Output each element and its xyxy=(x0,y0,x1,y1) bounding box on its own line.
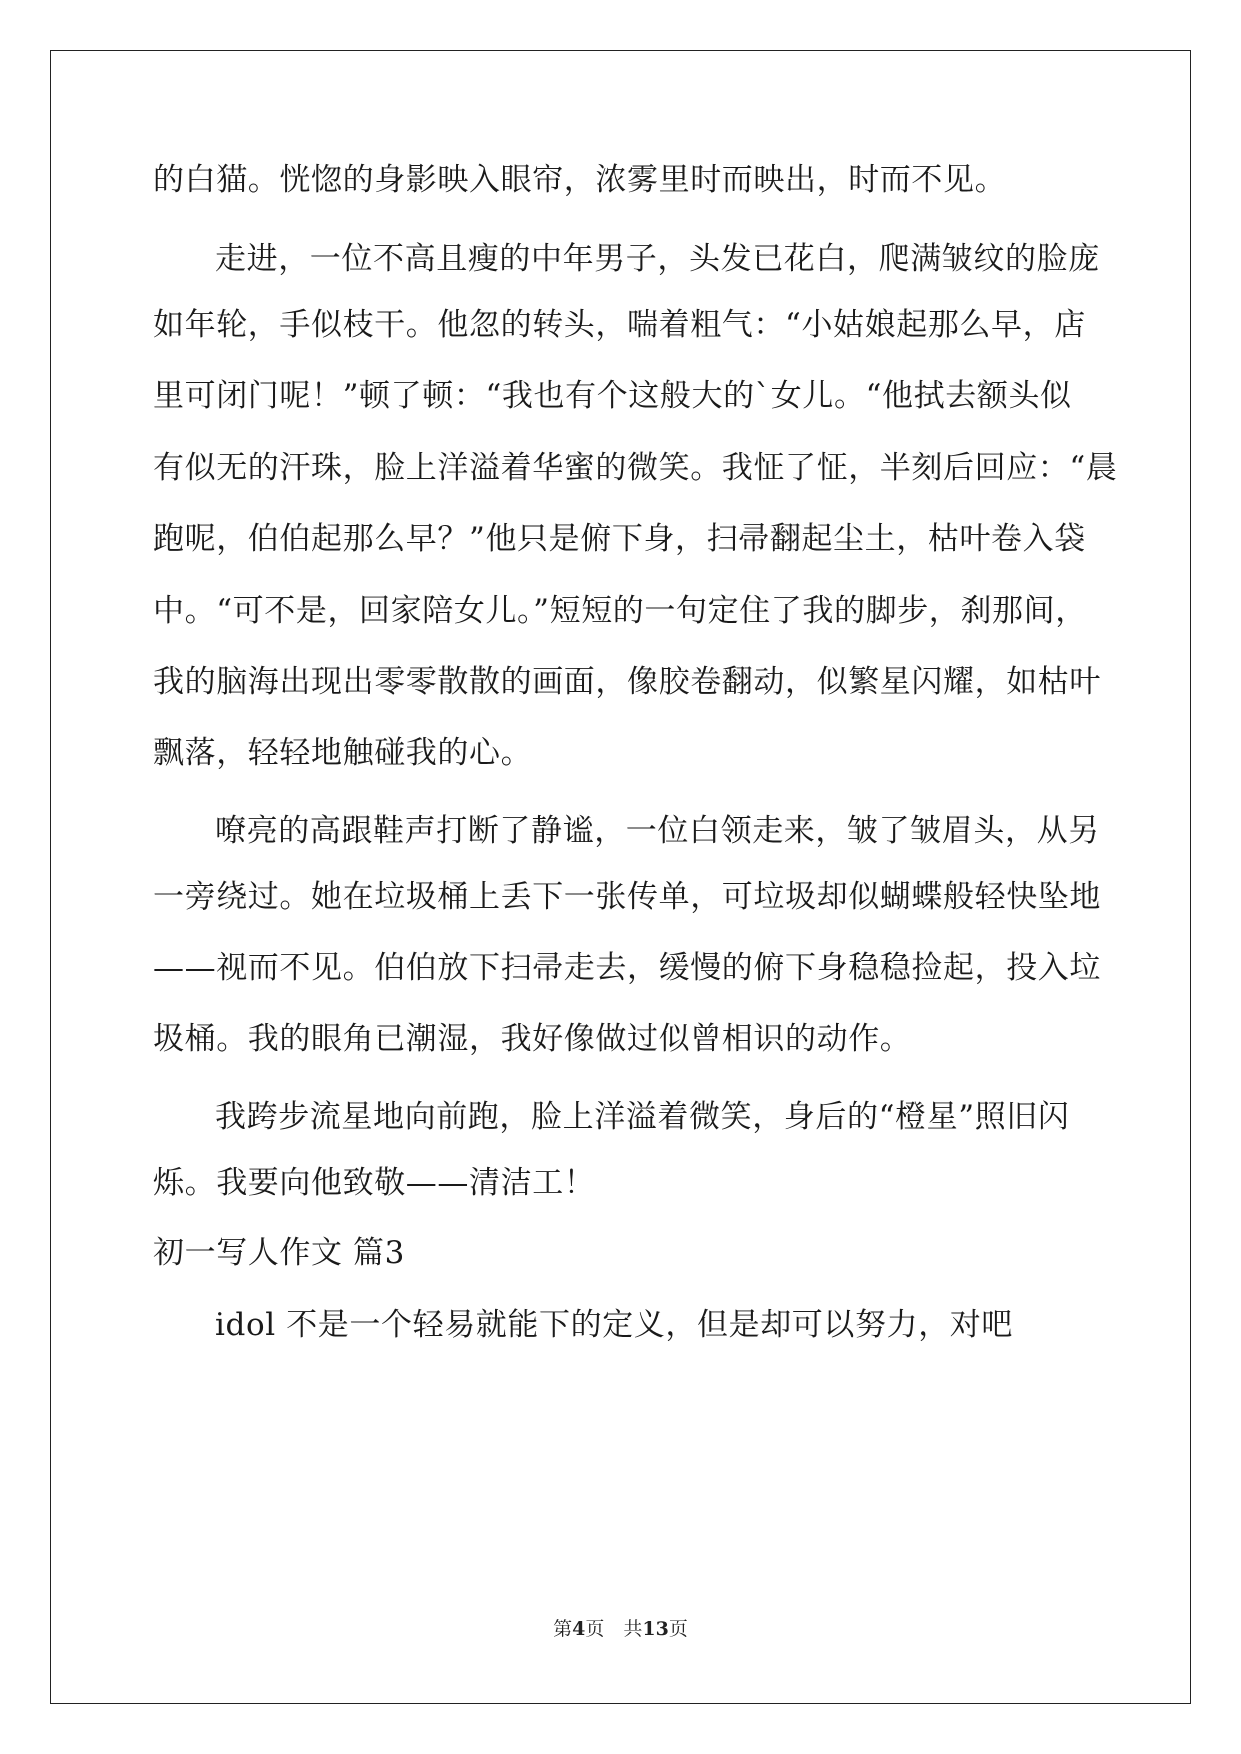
paragraph-line: 的白猫。恍惚的身影映入眼帘，浓雾里时而映出，时而不见。 xyxy=(153,162,1007,198)
paragraph-line: 如年轮，手似枝干。他忽的转头，喘着粗气：“小姑娘起那么早，店 xyxy=(153,307,1086,343)
paragraph-line: 一旁绕过。她在垃圾桶上丢下一张传单，可垃圾却似蝴蝶般轻快坠地 xyxy=(153,879,1101,915)
footer-mid: 页 共 xyxy=(585,1618,643,1640)
section-heading: 初一写人作文 篇3 xyxy=(153,1235,405,1271)
footer-current-page: 4 xyxy=(572,1618,586,1640)
paragraph-line: 跑呢，伯伯起那么早？”他只是俯下身，扫帚翻起尘土，枯叶卷入袋 xyxy=(153,521,1086,557)
paragraph-line: ——视而不见。伯伯放下扫帚走去，缓慢的俯下身稳稳捡起，投入垃 xyxy=(153,950,1101,986)
footer-total-pages: 13 xyxy=(642,1618,669,1640)
paragraph-line: 我跨步流星地向前跑，脸上洋溢着微笑，身后的“橙星”照旧闪 xyxy=(215,1099,1070,1135)
paragraph-line: idol 不是一个轻易就能下的定义，但是却可以努力，对吧 xyxy=(215,1307,1013,1343)
paragraph-line: 中。“可不是，回家陪女儿。”短短的一句定住了我的脚步，刹那间， xyxy=(153,593,1087,629)
paragraph-line: 飘落，轻轻地触碰我的心。 xyxy=(153,735,533,771)
paragraph-line: 有似无的汗珠，脸上洋溢着华蜜的微笑。我怔了怔，半刻后回应：“晨 xyxy=(153,450,1118,486)
paragraph-line: 烁。我要向他致敬——清洁工！ xyxy=(153,1165,596,1201)
footer-suffix: 页 xyxy=(668,1618,688,1640)
paragraph-line: 里可闭门呢！”顿了顿：“我也有个这般大的`女儿。“他拭去额头似 xyxy=(153,378,1072,414)
page-footer xyxy=(0,1614,1241,1641)
paragraph-line: 我的脑海出现出零零散散的画面，像胶卷翻动，似繁星闪耀，如枯叶 xyxy=(153,664,1101,700)
paragraph-line: 圾桶。我的眼角已潮湿，我好像做过似曾相识的动作。 xyxy=(153,1021,912,1057)
footer-prefix: 第 xyxy=(553,1618,573,1640)
paragraph-line: 走进，一位不高且瘦的中年男子，头发已花白，爬满皱纹的脸庞 xyxy=(215,241,1100,277)
paragraph-line: 嘹亮的高跟鞋声打断了静谧，一位白领走来，皱了皱眉头，从另 xyxy=(215,813,1100,849)
